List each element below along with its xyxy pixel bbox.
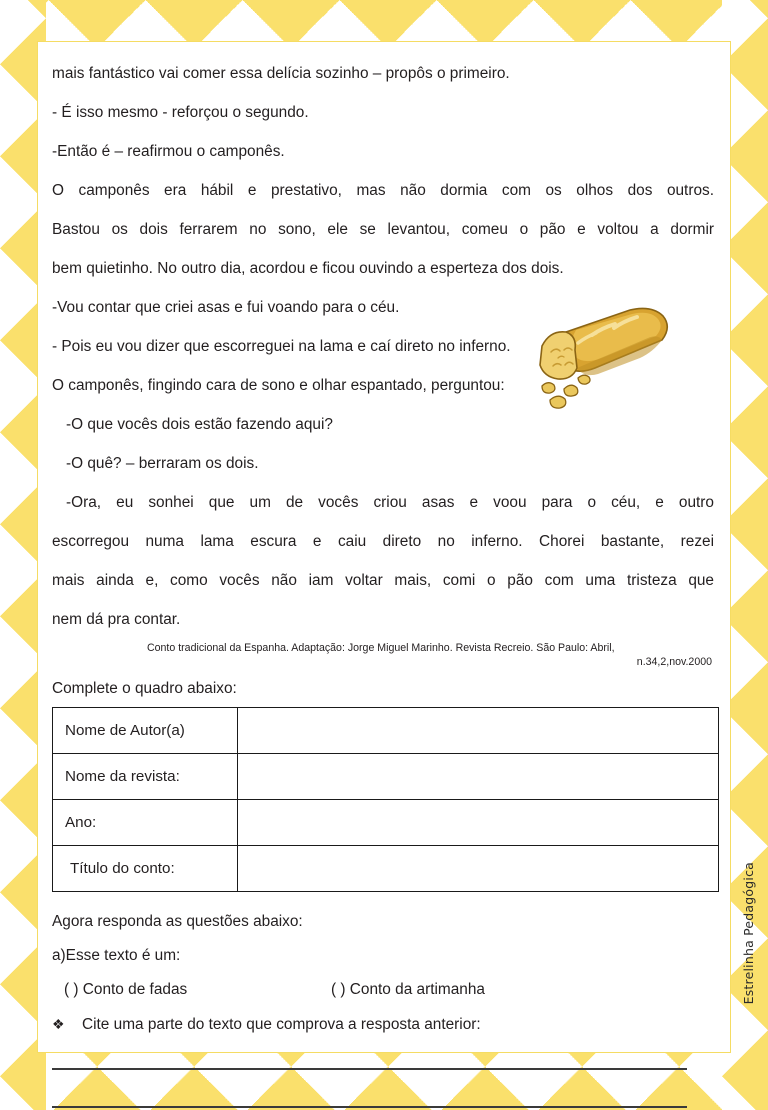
story-line: -Vou contar que criei asas e fui voando para o céu. bbox=[52, 299, 400, 316]
story-line: -Ora, eu sonhei que um de vocês criou asas e voou para o céu, e outro bbox=[66, 494, 714, 511]
table-input-revista[interactable] bbox=[238, 754, 719, 800]
answer-line-1[interactable] bbox=[52, 1068, 687, 1070]
story-line: nem dá pra contar. bbox=[52, 611, 181, 628]
question-bullet-item bbox=[52, 1007, 714, 1042]
story-line: mais ainda e, como vocês não iam voltar mais, comi o pão com uma tristeza que bbox=[52, 572, 714, 589]
table-row bbox=[53, 846, 719, 892]
question-a-label: a)Esse texto é um: bbox=[52, 947, 181, 964]
story-line: - É isso mesmo - reforçou o segundo. bbox=[52, 104, 309, 121]
table-row bbox=[53, 708, 719, 754]
questions-section bbox=[52, 905, 714, 1108]
fill-in-table bbox=[52, 707, 719, 892]
option-conto-de-fadas[interactable]: ( ) Conto de fadas bbox=[64, 981, 188, 998]
story-line: -O que vocês dois estão fazendo aqui? bbox=[66, 416, 333, 433]
table-row bbox=[53, 800, 719, 846]
table-prompt: Complete o quadro abaixo: bbox=[52, 680, 237, 697]
table-label-ano: Ano: bbox=[53, 800, 238, 846]
story-line: bem quietinho. No outro dia, acordou e ficou ouvindo a esperteza dos dois. bbox=[52, 260, 564, 277]
questions-intro: Agora responda as questões abaixo: bbox=[52, 913, 303, 930]
story-line: mais fantástico vai comer essa delícia sozinho – propôs o primeiro. bbox=[52, 65, 510, 82]
story-line: O camponês era hábil e prestativo, mas não dormia com os olhos dos outros. bbox=[52, 182, 714, 199]
story-text bbox=[52, 54, 714, 639]
table-label-revista: Nome da revista: bbox=[53, 754, 238, 800]
citation-line-1: Conto tradicional da Espanha. Adaptação: Jorge Miguel Marinho. Revista Recreio. São Paulo: Abril, bbox=[147, 642, 615, 654]
story-line: -O quê? – berraram os dois. bbox=[66, 455, 259, 472]
table-input-autor[interactable] bbox=[238, 708, 719, 754]
source-citation bbox=[52, 641, 714, 669]
table-input-ano[interactable] bbox=[238, 800, 719, 846]
table-label-titulo: Título do conto: bbox=[53, 846, 238, 892]
question-a-options bbox=[52, 973, 714, 1007]
question-bullet-label: Cite uma parte do texto que comprova a resposta anterior: bbox=[82, 1016, 481, 1033]
story-line: -Então é – reafirmou o camponês. bbox=[52, 143, 285, 160]
story-line: - Pois eu vou dizer que escorreguei na lama e caí direto no inferno. bbox=[52, 338, 511, 355]
table-input-titulo[interactable] bbox=[238, 846, 719, 892]
citation-line-2: n.34,2,nov.2000 bbox=[636, 656, 712, 668]
option-conto-da-artimanha[interactable]: ( ) Conto da artimanha bbox=[331, 981, 485, 998]
story-line: O camponês, fingindo cara de sono e olhar espantado, perguntou: bbox=[52, 377, 505, 394]
watermark-estrelinha-pedagogica: Estrelinha Pedagógica bbox=[741, 862, 756, 1005]
table-label-autor: Nome de Autor(a) bbox=[53, 708, 238, 754]
diamond-bullet-icon: ❖ bbox=[52, 1016, 65, 1032]
answer-line-2[interactable] bbox=[52, 1106, 687, 1108]
story-line: Bastou os dois ferrarem no sono, ele se levantou, comeu o pão e voltou a dormir bbox=[52, 221, 714, 238]
worksheet-page bbox=[37, 41, 731, 1053]
table-row bbox=[53, 754, 719, 800]
story-line: escorregou numa lama escura e caiu direto no inferno. Chorei bastante, rezei bbox=[52, 533, 714, 550]
